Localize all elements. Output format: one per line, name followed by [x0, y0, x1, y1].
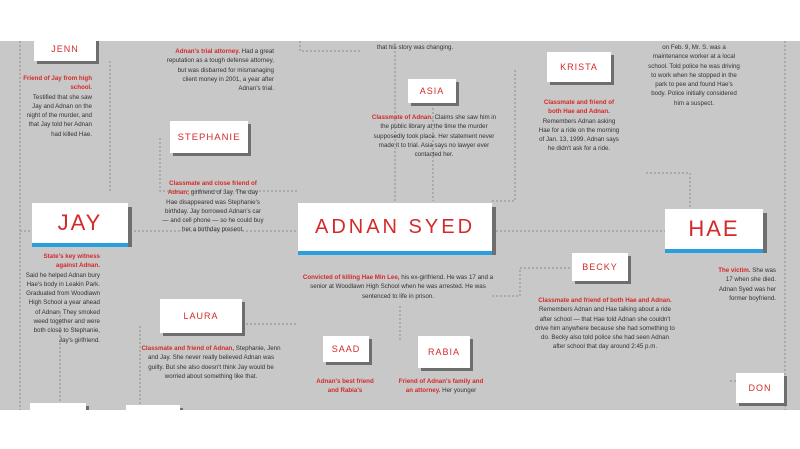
krista-description: [538, 98, 620, 154]
jenn-name: JENN: [51, 44, 79, 54]
asia-name: ASIA: [419, 86, 445, 96]
rabia-name: RABIA: [427, 347, 460, 357]
laura-role: Classmate and friend of Adnan,: [141, 345, 235, 352]
stephanie-description: [162, 179, 264, 235]
jay-name: JAY: [57, 210, 103, 235]
hae-name: HAE: [688, 216, 740, 241]
saad-name: SAAD: [331, 344, 361, 354]
jenn-text: Testified that she saw Jay and Adnan on the night of the murder, and that Jay told her Adnan had killed Hae.: [26, 93, 92, 138]
krista-text: Remembers Adnan asking Hae for a ride on the morning of Jan. 13, 1999. Adnan says he didn't ask for a ride.: [538, 117, 620, 153]
laura-name: LAURA: [183, 311, 219, 321]
stephanie-name: STEPHANIE: [177, 131, 241, 143]
partial-box-bottom-left: [30, 403, 86, 410]
adnan-name: ADNAN SYED: [314, 215, 476, 238]
hae-role: The victim.: [718, 267, 751, 274]
attorney-description: [164, 47, 274, 93]
attorney-role: Adnan's trial attorney.: [175, 48, 240, 55]
stephanie-role: Classmate and close friend of Adnan;: [167, 180, 257, 197]
rabia-name-box[interactable]: [418, 336, 470, 368]
adnan-name-box[interactable]: [298, 203, 492, 251]
asia-text: Claims she saw him in the public library at the time the murder supposedly took place. Her statement never made it to trial. Asia says no lawyer ever contacted her.: [373, 114, 497, 159]
adnan-role: Convicted of killing Hae Min Lee,: [302, 274, 400, 281]
adnan-text: his ex-girlfriend. He was 17 and a senior at Woodlawn High School when he was arrested. He was sentenced to life in prison.: [310, 274, 494, 300]
hae-description: [712, 266, 776, 303]
jay-role: State's key witness against Adnan.: [43, 253, 100, 270]
becky-description: [535, 296, 675, 352]
becky-role: Classmate and friend of both Hae and Adnan.: [538, 297, 672, 304]
laura-description: [140, 344, 282, 381]
asia-description: [368, 113, 500, 159]
mr-s-description: [648, 43, 740, 108]
saad-name-box[interactable]: [323, 336, 369, 362]
stephanie-text: girlfriend of Jay. The day Hae disappeared was Stephanie's birthday. Jay borrowed Adnan's car — and cell phone — so he could buy her a birthday present.: [162, 189, 264, 234]
saad-description: [316, 377, 374, 396]
asia-top-fragment: [350, 43, 480, 52]
becky-name: BECKY: [582, 262, 618, 272]
saad-role: Adnan's best friend and Rabia's: [316, 378, 374, 395]
jenn-role: Friend of Jay from high school.: [23, 75, 92, 92]
hae-name-box[interactable]: [665, 209, 763, 249]
adnan-description: [296, 273, 500, 301]
don-name: DON: [748, 383, 772, 393]
jenn-name-box[interactable]: [34, 41, 96, 61]
rabia-role: Friend of Adnan's family and an attorney.: [398, 378, 484, 395]
asia-role: Classmate of Adnan.: [371, 114, 433, 121]
asia-top-text: that his story was changing.: [376, 44, 454, 51]
attorney-text: Had a great reputation as a tough defense attorney, but was disbarred for mismanaging client money in 2001, a year after Adnan's trial.: [166, 48, 274, 93]
stephanie-name-box[interactable]: [170, 121, 248, 153]
hae-text: She was 17 when she died. Adnan Syed was her former boyfriend.: [718, 267, 776, 302]
connector-hae-mr-s: [645, 173, 690, 211]
krista-role: Classmate and friend of both Hae and Adnan.: [543, 99, 615, 116]
jay-text: Said he helped Adnan bury Hae's body in Leakin Park. Graduated from Woodlawn High School a year ahead of Adnan. They smoked weed together and were both close to Stephanie, Jay's girlfriend.: [25, 271, 100, 344]
becky-name-box[interactable]: [572, 253, 628, 281]
relationship-diagram: [0, 41, 800, 410]
mr-s-text: on Feb. 9, Mr. S. was a maintenance worker at a local school. Told police he was driving to work when he stopped in the park to pee and found Hae's body. Police initially considered him a suspect.: [648, 44, 740, 107]
becky-text: Remembers Adnan and Hae talking about a ride after school — that Hae told Adnan she couldn't drive him anywhere because she had something to do. Becky also told police she had seen Adnan after school that day around 2:45 p.m.: [535, 306, 675, 351]
laura-name-box[interactable]: [160, 299, 242, 333]
don-name-box[interactable]: [736, 373, 784, 403]
jay-name-box[interactable]: [32, 203, 128, 243]
krista-name: KRISTA: [560, 62, 598, 72]
rabia-description: [398, 377, 484, 396]
jenn-description: [22, 74, 92, 139]
jay-description: [22, 252, 100, 345]
laura-text: Stephanie, Jenn and Jay. She never really believed Adnan was guilty. But she also doesn't think Jay would be worried about something like that.: [147, 345, 281, 380]
rabia-text: Her younger: [442, 387, 477, 395]
partial-box-bottom-left-center: [126, 405, 180, 410]
asia-name-box[interactable]: [408, 79, 456, 103]
krista-name-box[interactable]: [547, 52, 611, 82]
connector-becky: [492, 268, 570, 296]
